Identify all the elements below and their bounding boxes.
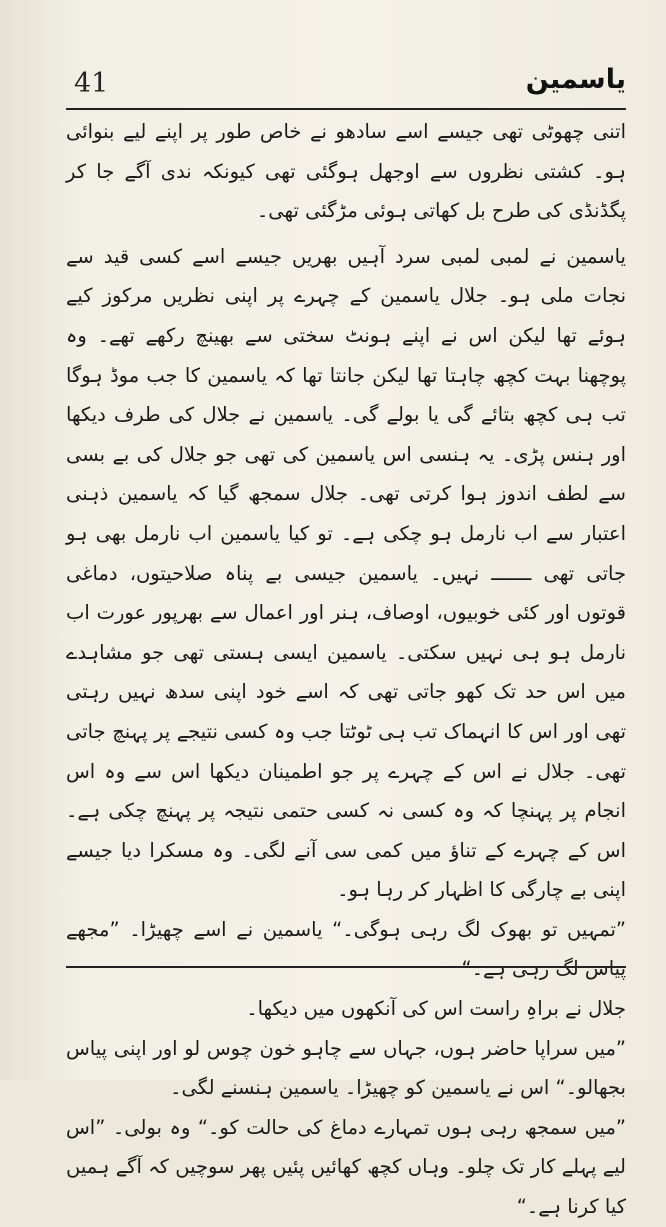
paragraph: جلال نے براہِ راست اس کی آنکھوں میں دیکھا۔ [246, 997, 626, 1021]
header-divider [66, 108, 626, 110]
paragraph: ”تمہیں تو بھوک لگ رہی ہوگی۔“ یاسمین نے اسے چھیڑا۔ ”مجھے پیاس لگ رہی ہے۔“ [66, 917, 626, 981]
paragraph: یاسمین نے لمبی لمبی سرد آہیں بھریں جیسے اسے کسی قید سے نجات ملی ہو۔ جلال یاسمین کے چہرے پر اپنی نظریں مرکوز کیے ہوئے تھا لیکن اس نے اپنے ہونٹ سختی سے بھینچ رکھے تھے۔ وہ پوچھنا بہت کچھ چاہتا تھا لیکن جانتا تھا کہ یاسمین کا جب موڈ ہوگا تب ہی کچھ بتائے گی یا بولے گی۔ یاسمین نے جلال کی طرف دیکھا اور ہنس پڑی۔ یہ ہنسی اس یاسمین کی تھی جو جلال کی بے بسی سے لطف اندوز ہوا کرتی تھی۔ جلال سمجھ گیا کہ یاسمین ذہنی اعتبار سے اب نارمل ہو چکی ہے۔ تو کیا یاسمین اب نارمل بھی ہو جاتی تھی ـــــــ نہیں۔ یاسمین جیسی بے پناہ صلاحیتوں، دماغی قوتوں اور کئی خوبیوں، اوصاف، ہنر اور اعمال سے بھرپور عورت اب نارمل ہو ہی نہیں سکتی۔ یاسمین ایسی ہستی تھی جو مشاہدے میں اس حد تک کھو جاتی تھی کہ اسے خود اپنی سدھ نہیں رہتی تھی اور اس کا انہماک تب ہی ٹوٹتا جب وہ کسی نتیجے پر پہنچ جاتی تھی۔ جلال نے اس کے چہرے پر جو اطمینان دیکھا اس سے وہ اس انجام پر پہنچا کہ وہ کسی نہ کسی حتمی نتیجہ پر پہنچ چکی ہے۔ اس کے چہرے کے تناؤ میں کمی سی آنے لگی۔ وہ مسکرا دیا جیسے اپنی بے چارگی کا اظہار کر رہا ہو۔ [66, 244, 626, 902]
page-number: 41 [74, 68, 109, 99]
paragraph: اتنی چھوٹی تھی جیسے اسے سادھو نے خاص طور پر اپنے لیے بنوائی ہو۔ کشتی نظروں سے اوجھل ہوگئی تھی کیونکہ ندی آگے جا کر پگڈنڈی کی طرح بل کھاتی ہوئی مڑگئی تھی۔ [66, 120, 626, 223]
body-text [66, 112, 626, 1227]
running-title: یاسمین [525, 64, 626, 95]
page-header [66, 64, 626, 110]
paragraph: ”میں سمجھ رہی ہوں تمہارے دماغ کی حالت کو۔“ وہ بولی۔ ”اس لیے پہلے کار تک چلو۔ وہاں کچھ کھائیں پئیں پھر سوچیں کہ آگے ہمیں کیا کرنا ہے۔“ [66, 1115, 626, 1219]
paragraph: ”میں سراپا حاضر ہوں، جہاں سے چاہو خون چوس لو اور اپنی پیاس بجھالو۔“ اس نے یاسمین کو چھیڑا۔ یاسمین ہنسنے لگی۔ [66, 1036, 626, 1100]
footer-divider [66, 966, 626, 968]
